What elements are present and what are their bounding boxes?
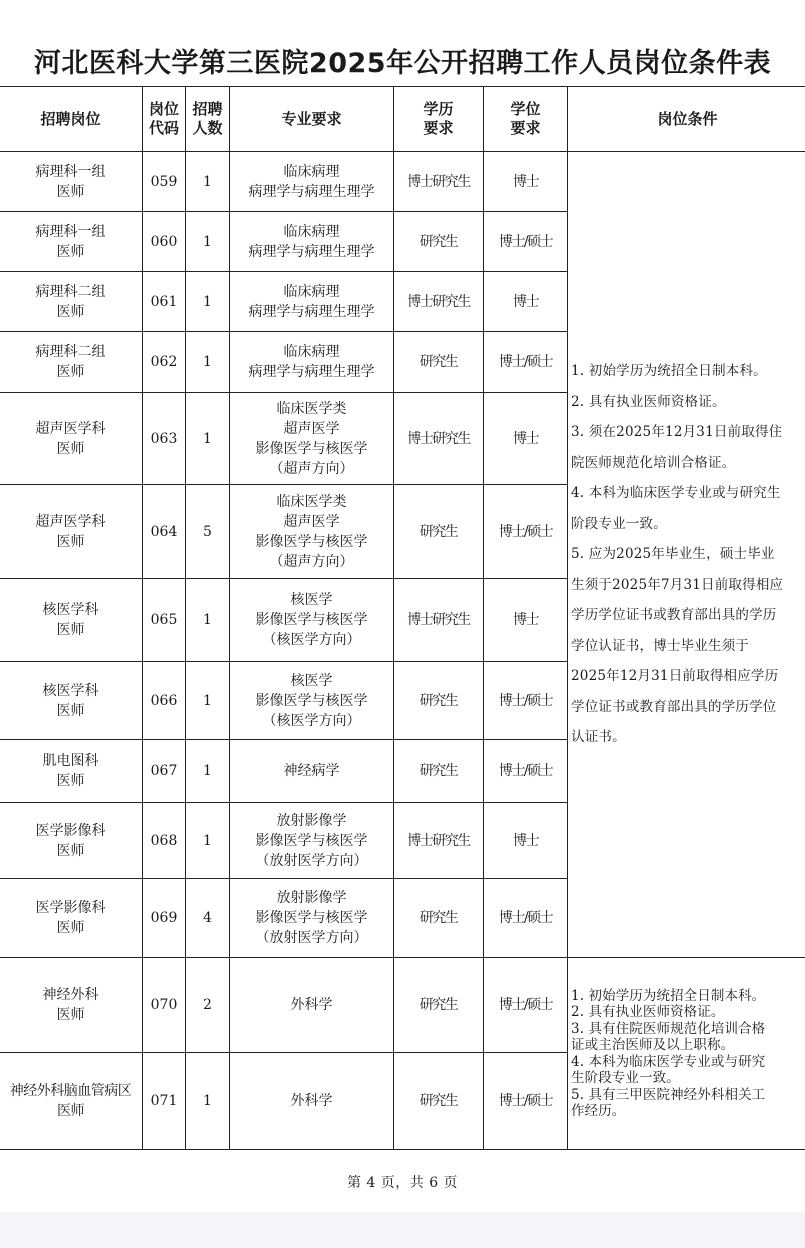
code-cell: 068 [143,803,186,879]
major-cell: 放射影像学 影像医学与核医学 （放射医学方向） [230,879,394,958]
header-code: 岗位 代码 [143,87,186,152]
code-cell: 065 [143,579,186,662]
degree-cell: 博士 [484,393,568,485]
degree-cell: 博士/硕士 [484,879,568,958]
education-cell: 博士研究生 [394,579,484,662]
major-cell: 临床病理 病理学与病理生理学 [230,212,394,272]
position-cell: 病理科二组 医师 [0,272,143,332]
page-title: 河北医科大学第三医院2025年公开招聘工作人员岗位条件表 [33,48,772,79]
degree-cell: 博士/硕士 [484,740,568,803]
degree-cell: 博士/硕士 [484,485,568,579]
page-number: 第 4 页，共 6 页 [346,1175,459,1191]
position-cell: 神经外科脑血管病区 医师 [0,1053,143,1150]
position-cell: 核医学科 医师 [0,662,143,740]
table-row [0,958,805,1053]
count-cell: 1 [186,740,230,803]
major-cell: 外科学 [230,958,394,1053]
education-cell: 研究生 [394,662,484,740]
education-cell: 博士研究生 [394,272,484,332]
education-cell: 研究生 [394,1053,484,1150]
conditions-cell-group-b: 1. 初始学历为统招全日制本科。 2. 具有执业医师资格证。 3. 具有住院医师规范化培训合格 证或主治医师及以上职称。 4. 本科为临床医学专业或与研究 生阶段专业一致。 5. 具有三甲医院神经外科相关工 作经历。 [568,958,805,1150]
bottom-band [0,1212,805,1248]
header-major: 专业要求 [230,87,394,152]
code-cell: 069 [143,879,186,958]
code-cell: 061 [143,272,186,332]
count-cell: 1 [186,579,230,662]
header-row [0,87,805,152]
degree-cell: 博士/硕士 [484,1053,568,1150]
count-cell: 1 [186,393,230,485]
position-cell: 病理科一组 医师 [0,152,143,212]
education-cell: 博士研究生 [394,152,484,212]
code-cell: 067 [143,740,186,803]
position-cell: 核医学科 医师 [0,579,143,662]
count-cell: 4 [186,879,230,958]
major-cell: 核医学 影像医学与核医学 （核医学方向） [230,579,394,662]
major-cell: 放射影像学 影像医学与核医学 （放射医学方向） [230,803,394,879]
header-degree: 学位 要求 [484,87,568,152]
major-cell: 核医学 影像医学与核医学 （核医学方向） [230,662,394,740]
conditions-cell-group-a: 1. 初始学历为统招全日制本科。 2. 具有执业医师资格证。 3. 须在2025年12月31日前取得住 院医师规范化培训合格证。 4. 本科为临床医学专业或与研究生 阶段专业一致。 5. 应为2025年毕业生，硕士毕业 生须于2025年7月31日前取得相应 学历学位证书或教育部出具的学历 学位认证书，博士毕业生须于 2025年12月31日前取得相应学历 学位证书或教育部出具的学历学位 认证书。 [568,152,805,958]
code-cell: 063 [143,393,186,485]
education-cell: 研究生 [394,740,484,803]
code-cell: 060 [143,212,186,272]
code-cell: 062 [143,332,186,393]
position-cell: 病理科二组 医师 [0,332,143,393]
count-cell: 1 [186,212,230,272]
degree-cell: 博士 [484,272,568,332]
code-cell: 064 [143,485,186,579]
count-cell: 1 [186,272,230,332]
header-education: 学历 要求 [394,87,484,152]
header-conditions: 岗位条件 [568,87,805,152]
major-cell: 临床病理 病理学与病理生理学 [230,272,394,332]
degree-cell: 博士/硕士 [484,662,568,740]
major-cell: 外科学 [230,1053,394,1150]
count-cell: 2 [186,958,230,1053]
count-cell: 1 [186,152,230,212]
degree-cell: 博士/硕士 [484,212,568,272]
education-cell: 研究生 [394,485,484,579]
position-cell: 医学影像科 医师 [0,879,143,958]
education-cell: 研究生 [394,958,484,1053]
code-cell: 070 [143,958,186,1053]
education-cell: 研究生 [394,212,484,272]
count-cell: 5 [186,485,230,579]
code-cell: 071 [143,1053,186,1150]
major-cell: 临床病理 病理学与病理生理学 [230,332,394,393]
degree-cell: 博士 [484,803,568,879]
degree-cell: 博士/硕士 [484,958,568,1053]
position-cell: 医学影像科 医师 [0,803,143,879]
position-cell: 肌电图科 医师 [0,740,143,803]
education-cell: 博士研究生 [394,393,484,485]
education-cell: 研究生 [394,879,484,958]
count-cell: 1 [186,662,230,740]
header-position: 招聘岗位 [0,87,143,152]
position-cell: 超声医学科 医师 [0,485,143,579]
position-cell: 神经外科 医师 [0,958,143,1053]
header-count: 招聘 人数 [186,87,230,152]
education-cell: 研究生 [394,332,484,393]
count-cell: 1 [186,803,230,879]
degree-cell: 博士 [484,579,568,662]
position-cell: 病理科一组 医师 [0,212,143,272]
count-cell: 1 [186,332,230,393]
degree-cell: 博士 [484,152,568,212]
count-cell: 1 [186,1053,230,1150]
degree-cell: 博士/硕士 [484,332,568,393]
major-cell: 临床医学类 超声医学 影像医学与核医学 （超声方向） [230,485,394,579]
code-cell: 066 [143,662,186,740]
positions-table [0,86,805,1150]
table-row [0,152,805,212]
major-cell: 临床病理 病理学与病理生理学 [230,152,394,212]
education-cell: 博士研究生 [394,803,484,879]
major-cell: 神经病学 [230,740,394,803]
major-cell: 临床医学类 超声医学 影像医学与核医学 （超声方向） [230,393,394,485]
code-cell: 059 [143,152,186,212]
position-cell: 超声医学科 医师 [0,393,143,485]
